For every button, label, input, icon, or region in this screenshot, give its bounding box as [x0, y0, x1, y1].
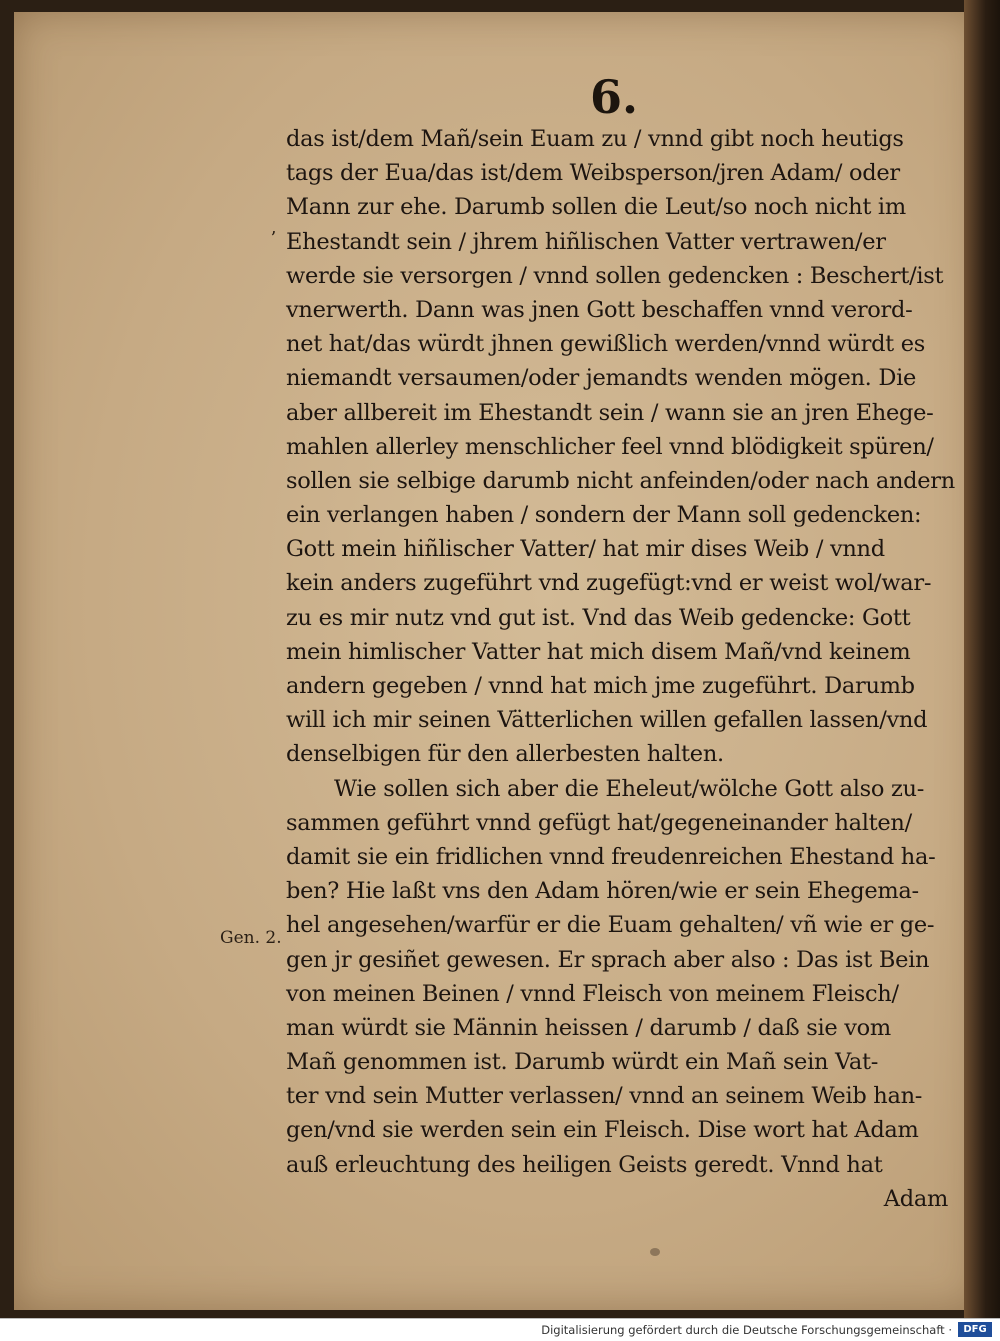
text-line: Gott mein hiñlischer Vatter/ hat mir dises Weib / vnnd — [286, 536, 885, 563]
text-line: werde sie versorgen / vnnd sollen gedencken : Beschert/ist — [286, 262, 944, 289]
margin-note-gen: Gen. 2. — [220, 928, 282, 948]
text-line: ter vnd sein Mutter verlassen/ vnnd an seinem Weib han- — [286, 1083, 923, 1110]
body-text — [286, 122, 954, 1216]
paragraph-start-line: Wie sollen sich aber die Eheleut/wölche Gott also zu- — [334, 775, 925, 802]
page-number: 6. — [590, 70, 639, 124]
text-line: andern gegeben / vnnd hat mich jme zugeführt. Darumb — [286, 673, 915, 699]
footer-bar — [0, 1318, 1000, 1341]
text-line: zu es mir nutz vnd gut ist. Vnd das Weib gedencke: Gott — [286, 604, 911, 631]
text-line: man würdt sie Männin heissen / darumb / daß sie vom — [286, 1014, 891, 1041]
text-line: aber allbereit im Ehestandt sein / wann sie an jren Ehege- — [286, 399, 934, 426]
margin-tick-mark: ʼ — [270, 228, 276, 249]
text-line: sammen geführt vnnd gefügt hat/gegeneinander halten/ — [286, 809, 912, 836]
text-line: net hat/das würdt jhnen gewißlich werden/vnnd würdt es — [286, 331, 926, 358]
text-line: denselbigen für den allerbesten halten. — [286, 741, 724, 768]
text-line: Mann zur ehe. Darumb sollen die Leut/so noch nicht im — [286, 194, 906, 221]
text-line: vnerwerth. Dann was jnen Gott beschaffen vnnd verord- — [286, 296, 913, 323]
text-line: gen jr gesiñet gewesen. Er sprach aber also : Das ist Bein — [286, 946, 930, 973]
text-line: damit sie ein fridlichen vnnd freudenreichen Ehestand ha- — [286, 843, 936, 870]
text-line: auß erleuchtung des heiligen Geists geredt. Vnnd hat — [286, 1151, 883, 1178]
text-line: ben? Hie laßt vns den Adam hören/wie er sein Ehegema- — [286, 878, 919, 905]
text-line: kein anders zugeführt vnd zugefügt:vnd er weist wol/war- — [286, 570, 932, 597]
book-spine — [964, 0, 1000, 1318]
text-line: tags der Eua/das ist/dem Weibsperson/jren Adam/ oder — [286, 160, 900, 187]
ink-smudge — [650, 1248, 660, 1256]
text-line: hel angesehen/warfür er die Euam gehalten/ vñ wie er ge- — [286, 912, 935, 939]
text-line: will ich mir seinen Vätterlichen willen gefallen lassen/vnd — [286, 707, 928, 734]
footer-credit-text: Digitalisierung gefördert durch die Deutsche Forschungsgemeinschaft · — [541, 1323, 952, 1337]
text-line: Mañ genommen ist. Darumb würdt ein Mañ sein Vat- — [286, 1049, 879, 1076]
catchword: Adam — [883, 1185, 948, 1212]
text-line: niemandt versaumen/oder jemandts wenden mögen. Die — [286, 365, 917, 392]
text-line: ein verlangen haben / sondern der Mann soll gedencken: — [286, 502, 922, 529]
text-line: von meinen Beinen / vnnd Fleisch von meinem Fleisch/ — [286, 980, 899, 1007]
text-line: sollen sie selbige darumb nicht anfeinden/oder nach andern — [286, 467, 955, 494]
text-line: mahlen allerley menschlicher feel vnnd blödigkeit spüren/ — [286, 433, 934, 460]
text-line: Ehestandt sein / jhrem hiñlischen Vatter vertrawen/er — [286, 228, 886, 255]
text-line: das ist/dem Mañ/sein Euam zu / vnnd gibt noch heutigs — [286, 126, 904, 152]
text-line: mein himlischer Vatter hat mich disem Mañ/vnd keinem — [286, 638, 911, 665]
text-line: gen/vnd sie werden sein ein Fleisch. Dise wort hat Adam — [286, 1117, 919, 1144]
dfg-logo-icon[interactable]: DFG — [958, 1322, 992, 1337]
